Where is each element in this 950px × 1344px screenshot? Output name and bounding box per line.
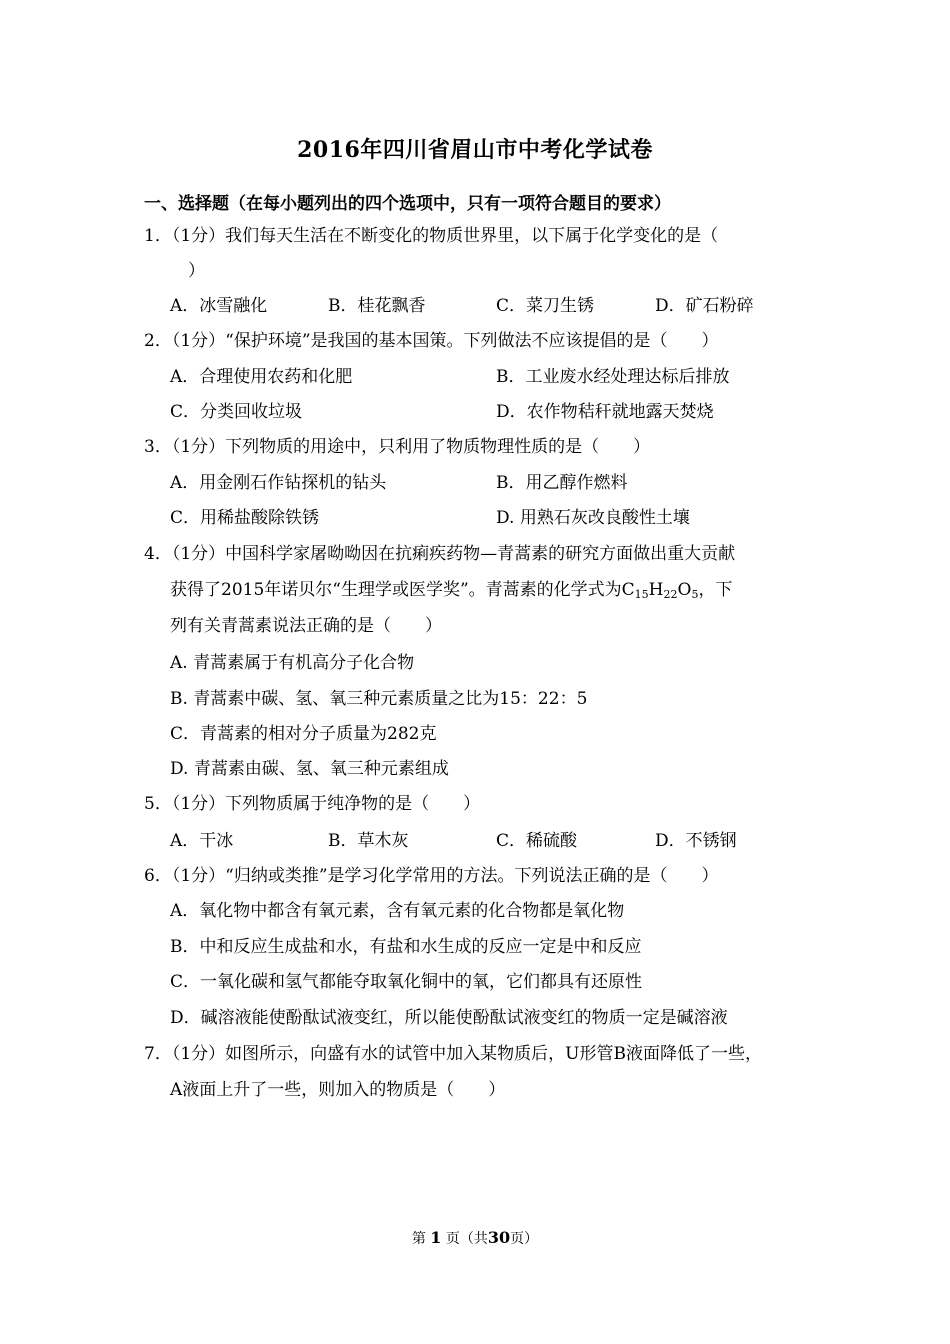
- question-3-stem: 3．（1分）下列物质的用途中，只利用了物质物理性质的是（ ）: [144, 437, 651, 457]
- question-2-stem: 2．（1分）“保护环境”是我国的基本国策。下列做法不应该提倡的是（ ）: [144, 331, 719, 351]
- chemical-formula: $C_{15}H_{22}O_5$: [621, 580, 699, 601]
- footer-suffix: 页）: [510, 1231, 539, 1247]
- question-1-option-c: C．菜刀生锈: [496, 296, 595, 316]
- question-6-option-d: D．碱溶液能使酚酞试液变红，所以能使酚酞试液变红的物质一定是碱溶液: [170, 1008, 728, 1028]
- question-4-stem-text: 获得了2015年诺贝尔“生理学或医学奖”。青蒿素的化学式为: [170, 580, 622, 600]
- question-3-option-d: D. 用熟石灰改良酸性土壤: [496, 508, 690, 528]
- question-7-stem-cont: A液面上升了一些，则加入的物质是（ ）: [170, 1080, 506, 1100]
- footer-middle: 页（共: [445, 1231, 488, 1247]
- section-heading: 一、选择题（在每小题列出的四个选项中，只有一项符合题目的要求）: [144, 194, 671, 214]
- question-1-stem-cont: ）: [188, 261, 205, 281]
- question-3-option-c: C．用稀盐酸除铁锈: [170, 508, 320, 528]
- question-5-option-b: B．草木灰: [328, 831, 409, 851]
- question-2-option-d: D．农作物秸秆就地露天焚烧: [496, 402, 714, 422]
- question-5-option-a: A．干冰: [170, 831, 234, 851]
- page-title: 2016年四川省眉山市中考化学试卷: [297, 137, 653, 163]
- question-2-option-a: A．合理使用农药和化肥: [170, 367, 353, 387]
- footer-total-pages: 30: [487, 1228, 511, 1247]
- question-2-option-c: C．分类回收垃圾: [170, 402, 303, 422]
- question-4-option-b: B. 青蒿素中碳、氢、氧三种元素质量之比为15：22：5: [170, 689, 588, 709]
- question-7-stem: 7．（1分）如图所示，向盛有水的试管中加入某物质后，U形管B液面降低了一些，: [144, 1044, 762, 1064]
- question-6-option-a: A．氧化物中都含有氧元素，含有氧元素的化合物都是氧化物: [170, 901, 625, 921]
- question-4-stem-cont-2: 列有关青蒿素说法正确的是（ ）: [170, 616, 442, 636]
- question-6-option-b: B．中和反应生成盐和水，有盐和水生成的反应一定是中和反应: [170, 937, 642, 957]
- question-4-option-a: A. 青蒿素属于有机高分子化合物: [170, 653, 415, 673]
- question-4-stem: 4．（1分）中国科学家屠呦呦因在抗痢疾药物—青蒿素的研究方面做出重大贡献: [144, 544, 736, 564]
- footer-page-number: 1: [430, 1228, 442, 1247]
- question-2-option-b: B．工业废水经处理达标后排放: [496, 367, 730, 387]
- question-3-option-a: A．用金刚石作钻探机的钻头: [170, 473, 387, 493]
- question-4-stem-cont: [170, 578, 732, 602]
- question-6-option-c: C．一氧化碳和氢气都能夺取氧化铜中的氧，它们都具有还原性: [170, 972, 643, 992]
- question-3-option-b: B．用乙醇作燃料: [496, 473, 628, 493]
- question-1-stem: 1．（1分）我们每天生活在不断变化的物质世界里，以下属于化学变化的是（: [144, 226, 719, 246]
- question-5-option-d: D．不锈钢: [655, 831, 737, 851]
- question-4-option-d: D. 青蒿素由碳、氢、氧三种元素组成: [170, 759, 449, 779]
- question-4-option-c: C．青蒿素的相对分子质量为282克: [170, 724, 437, 744]
- question-1-option-d: D．矿石粉碎: [655, 296, 754, 316]
- question-4-stem-text-end: ，下: [698, 580, 733, 600]
- question-1-option-b: B．桂花飘香: [328, 296, 426, 316]
- footer-prefix: 第: [411, 1231, 426, 1247]
- question-5-option-c: C．稀硫酸: [496, 831, 578, 851]
- question-1-option-a: A．冰雪融化: [170, 296, 268, 316]
- page-footer: [0, 1228, 950, 1248]
- question-6-stem: 6．（1分）“归纳或类推”是学习化学常用的方法。下列说法正确的是（ ）: [144, 866, 719, 886]
- question-5-stem: 5．（1分）下列物质属于纯净物的是（ ）: [144, 794, 481, 814]
